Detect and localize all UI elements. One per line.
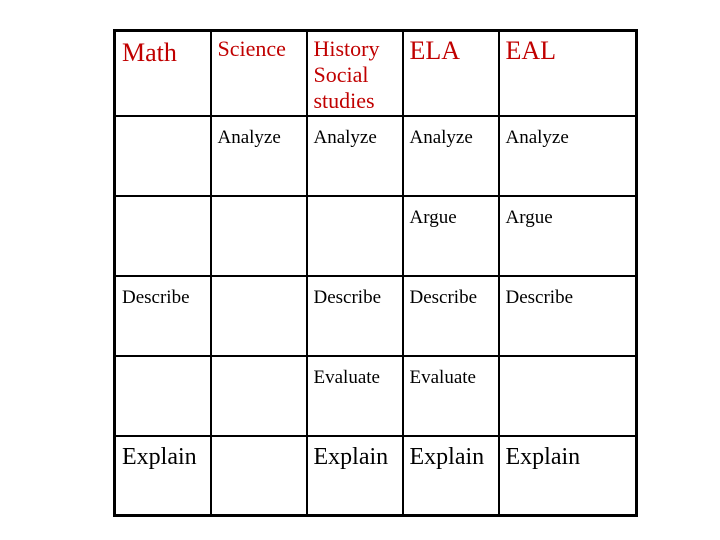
cell-math-explain: Explain <box>115 436 211 516</box>
cell-history-explain: Explain <box>307 436 403 516</box>
cell-ela-describe: Describe <box>403 276 499 356</box>
cell-science-describe <box>211 276 307 356</box>
cell-ela-explain: Explain <box>403 436 499 516</box>
cell-ela-evaluate: Evaluate <box>403 356 499 436</box>
cell-math-analyze <box>115 116 211 196</box>
subject-skills-table <box>113 29 638 517</box>
cell-history-evaluate: Evaluate <box>307 356 403 436</box>
cell-history-argue <box>307 196 403 276</box>
cell-math-argue <box>115 196 211 276</box>
cell-history-analyze: Analyze <box>307 116 403 196</box>
cell-ela-argue: Argue <box>403 196 499 276</box>
header-science: Science <box>211 31 307 116</box>
table-row <box>115 436 637 516</box>
table-row <box>115 116 637 196</box>
header-eal: EAL <box>499 31 637 116</box>
cell-ela-analyze: Analyze <box>403 116 499 196</box>
cell-science-analyze: Analyze <box>211 116 307 196</box>
table-row <box>115 356 637 436</box>
cell-eal-explain: Explain <box>499 436 637 516</box>
table-row <box>115 276 637 356</box>
cell-eal-describe: Describe <box>499 276 637 356</box>
cell-math-describe: Describe <box>115 276 211 356</box>
cell-science-explain <box>211 436 307 516</box>
cell-history-describe: Describe <box>307 276 403 356</box>
header-ela: ELA <box>403 31 499 116</box>
cell-eal-evaluate <box>499 356 637 436</box>
cell-eal-analyze: Analyze <box>499 116 637 196</box>
header-history-social-studies: History Social studies <box>307 31 403 116</box>
header-row <box>115 31 637 116</box>
cell-science-argue <box>211 196 307 276</box>
header-math: Math <box>115 31 211 116</box>
table-row <box>115 196 637 276</box>
cell-science-evaluate <box>211 356 307 436</box>
cell-eal-argue: Argue <box>499 196 637 276</box>
cell-math-evaluate <box>115 356 211 436</box>
